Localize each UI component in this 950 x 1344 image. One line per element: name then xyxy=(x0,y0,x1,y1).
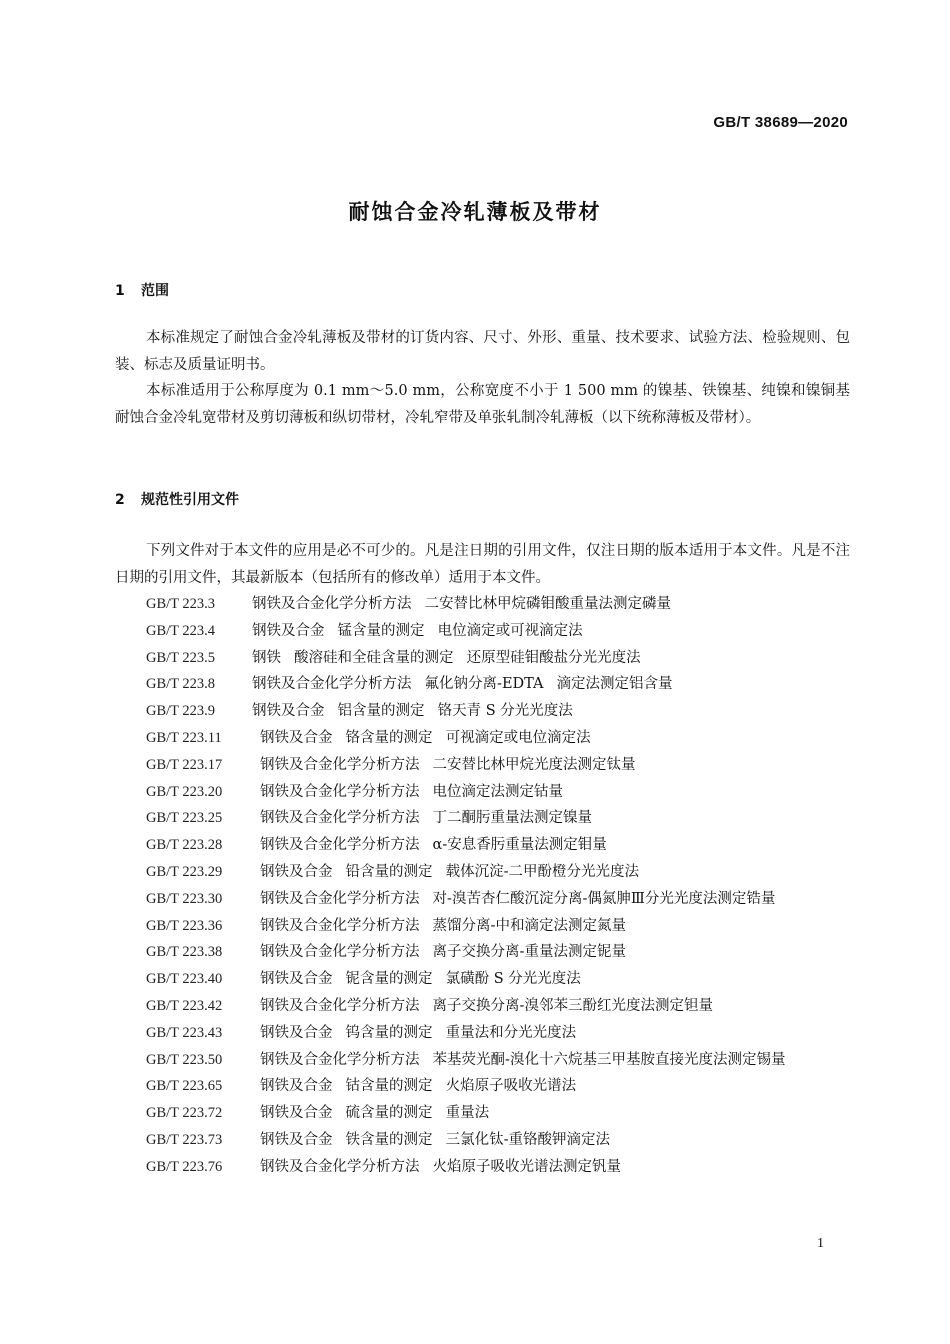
section-number: 2 xyxy=(115,492,125,508)
reference-code: GB/T 223.4 xyxy=(146,622,216,639)
reference-title-part: 蒸馏分离-中和滴定法测定氮量 xyxy=(432,917,626,934)
reference-item xyxy=(115,645,850,672)
reference-item xyxy=(115,1127,850,1154)
reference-title-part: 钢铁及合金 xyxy=(260,1078,333,1095)
reference-code: GB/T 223.73 xyxy=(146,1131,223,1148)
reference-title-part: 铌含量的测定 xyxy=(345,971,433,988)
reference-item xyxy=(115,993,850,1020)
reference-title-part: 硫含量的测定 xyxy=(345,1105,433,1122)
reference-title-part: 氟化钠分离-EDTA xyxy=(424,676,544,693)
reference-code: GB/T 223.28 xyxy=(146,837,223,854)
reference-code: GB/T 223.9 xyxy=(146,703,216,720)
reference-title-part: 可视滴定或电位滴定法 xyxy=(445,729,591,746)
reference-title-part: 钢铁及合金化学分析方法 xyxy=(260,890,420,907)
reference-title-part: 丁二酮肟重量法测定镍量 xyxy=(432,810,593,827)
reference-item xyxy=(115,671,850,698)
reference-item xyxy=(115,1020,850,1047)
reference-code: GB/T 223.17 xyxy=(146,756,223,773)
reference-item xyxy=(115,1100,850,1127)
reference-title-part: 二安替比林甲烷光度法测定钛量 xyxy=(432,756,636,773)
section-1-heading xyxy=(115,280,169,300)
reference-title-part: 钢铁及合金化学分析方法 xyxy=(260,810,420,827)
reference-title-part: 苯基荧光酮-溴化十六烷基三甲基胺直接光度法测定锡量 xyxy=(432,1051,786,1068)
reference-item xyxy=(115,725,850,752)
reference-code: GB/T 223.11 xyxy=(146,729,222,746)
reference-title-part: 钢铁及合金化学分析方法 xyxy=(260,1158,420,1175)
reference-item xyxy=(115,779,850,806)
reference-code: GB/T 223.42 xyxy=(146,997,223,1014)
reference-title-part: 钢铁及合金 xyxy=(260,1024,333,1041)
reference-item xyxy=(115,591,850,618)
reference-code: GB/T 223.65 xyxy=(146,1078,223,1095)
reference-title-part: 钢铁及合金化学分析方法 xyxy=(252,596,412,612)
reference-code: GB/T 223.5 xyxy=(146,649,216,666)
reference-title-part: 钢铁及合金 xyxy=(260,1105,333,1122)
reference-item xyxy=(115,1073,850,1100)
reference-item xyxy=(115,752,850,779)
scope-paragraph-2: 本标准适用于公称厚度为 0.1 mm～5.0 mm，公称宽度不小于 1 500 mm 的镍基、铁镍基、纯镍和镍铜基耐蚀合金冷轧宽带材及剪切薄板和纵切带材，冷轧窄带及单张轧制冷轧薄板（以下统称薄板及带材）。 xyxy=(115,383,850,426)
reference-title-part: 还原型硅钼酸盐分光光度法 xyxy=(466,649,641,666)
reference-code: GB/T 223.43 xyxy=(146,1024,223,1041)
reference-list xyxy=(115,591,850,1181)
reference-title-part: 锰含量的测定 xyxy=(337,622,425,639)
reference-code: GB/T 223.29 xyxy=(146,863,223,880)
reference-title-part: 钢铁 xyxy=(252,649,281,666)
reference-code: GB/T 223.36 xyxy=(146,917,223,934)
reference-item xyxy=(115,1047,850,1074)
section-title: 范围 xyxy=(141,283,169,299)
reference-title-part: 酸溶硅和全硅含量的测定 xyxy=(294,649,454,666)
standard-number: GB/T 38689—2020 xyxy=(713,114,848,131)
reference-title-part: 钢铁及合金化学分析方法 xyxy=(252,676,412,693)
reference-title-part: α-安息香肟重量法测定钼量 xyxy=(432,837,607,854)
section-title: 规范性引用文件 xyxy=(141,492,239,508)
reference-title-part: 铅含量的测定 xyxy=(345,863,433,880)
reference-title-part: 铬含量的测定 xyxy=(345,729,433,746)
reference-code: GB/T 223.50 xyxy=(146,1051,223,1068)
reference-code: GB/T 223.3 xyxy=(146,596,216,612)
section-number: 1 xyxy=(115,283,125,299)
scope-paragraph-1: 本标准规定了耐蚀合金冷轧薄板及带材的订货内容、尺寸、外形、重量、技术要求、试验方法、检验规则、包装、标志及质量证明书。 xyxy=(115,330,850,373)
reference-code: GB/T 223.25 xyxy=(146,810,223,827)
reference-title-part: 电位滴定或可视滴定法 xyxy=(437,622,583,639)
reference-title-part: 载体沉淀-二甲酚橙分光光度法 xyxy=(445,863,639,880)
reference-title-part: 铬天青 S 分光光度法 xyxy=(437,703,573,720)
reference-item xyxy=(115,966,850,993)
reference-item xyxy=(115,805,850,832)
reference-item xyxy=(115,618,850,645)
reference-title-part: 火焰原子吸收光谱法 xyxy=(445,1078,577,1095)
reference-title-part: 离子交换分离-重量法测定铌量 xyxy=(432,944,626,961)
reference-title-part: 钢铁及合金化学分析方法 xyxy=(260,1051,420,1068)
reference-item xyxy=(115,832,850,859)
reference-item xyxy=(115,913,850,940)
reference-item xyxy=(115,939,850,966)
reference-title-part: 三氯化钛-重铬酸钾滴定法 xyxy=(445,1131,610,1148)
reference-title-part: 钢铁及合金化学分析方法 xyxy=(260,837,420,854)
reference-title-part: 重量法 xyxy=(445,1105,490,1122)
page-number: 1 xyxy=(817,1236,824,1251)
reference-code: GB/T 223.72 xyxy=(146,1105,223,1122)
reference-title-part: 钢铁及合金 xyxy=(260,729,333,746)
reference-title-part: 滴定法测定铝含量 xyxy=(556,676,673,693)
reference-code: GB/T 223.38 xyxy=(146,944,223,961)
section-2-heading xyxy=(115,489,239,509)
reference-title-part: 铁含量的测定 xyxy=(345,1131,433,1148)
reference-item xyxy=(115,1154,850,1181)
reference-title-part: 铝含量的测定 xyxy=(337,703,425,720)
reference-title-part: 钨含量的测定 xyxy=(345,1024,433,1041)
reference-title-part: 离子交换分离-溴邻苯三酚红光度法测定钽量 xyxy=(432,997,713,1014)
reference-title-part: 火焰原子吸收光谱法测定钒量 xyxy=(432,1158,622,1175)
reference-title-part: 钢铁及合金 xyxy=(252,703,325,720)
reference-code: GB/T 223.20 xyxy=(146,783,223,800)
reference-title-part: 钢铁及合金化学分析方法 xyxy=(260,944,420,961)
reference-title-part: 二安替比林甲烷磷钼酸重量法测定磷量 xyxy=(424,596,672,612)
reference-title-part: 钢铁及合金化学分析方法 xyxy=(260,997,420,1014)
reference-code: GB/T 223.40 xyxy=(146,971,223,988)
document-title: 耐蚀合金冷轧薄板及带材 xyxy=(348,200,602,224)
reference-title-part: 钢铁及合金 xyxy=(260,971,333,988)
reference-title-part: 钢铁及合金化学分析方法 xyxy=(260,917,420,934)
reference-code: GB/T 223.76 xyxy=(146,1158,223,1175)
reference-title-part: 钢铁及合金化学分析方法 xyxy=(260,756,420,773)
reference-title-part: 氯磺酚 S 分光光度法 xyxy=(445,971,581,988)
reference-title-part: 钢铁及合金 xyxy=(252,622,325,639)
reference-title-part: 重量法和分光光度法 xyxy=(445,1024,577,1041)
reference-item xyxy=(115,886,850,913)
reference-title-part: 钢铁及合金 xyxy=(260,1131,333,1148)
reference-title-part: 钢铁及合金化学分析方法 xyxy=(260,783,420,800)
references-intro: 下列文件对于本文件的应用是必不可少的。凡是注日期的引用文件，仅注日期的版本适用于本文件。凡是不注日期的引用文件，其最新版本（包括所有的修改单）适用于本文件。 xyxy=(115,543,850,586)
reference-title-part: 对-溴苦杏仁酸沉淀分离-偶氮胂Ⅲ分光光度法测定锆量 xyxy=(432,890,776,907)
reference-code: GB/T 223.30 xyxy=(146,890,223,907)
reference-item xyxy=(115,698,850,725)
reference-title-part: 钴含量的测定 xyxy=(345,1078,433,1095)
reference-title-part: 电位滴定法测定钴量 xyxy=(432,783,564,800)
reference-title-part: 钢铁及合金 xyxy=(260,863,333,880)
reference-item xyxy=(115,859,850,886)
reference-code: GB/T 223.8 xyxy=(146,676,216,693)
